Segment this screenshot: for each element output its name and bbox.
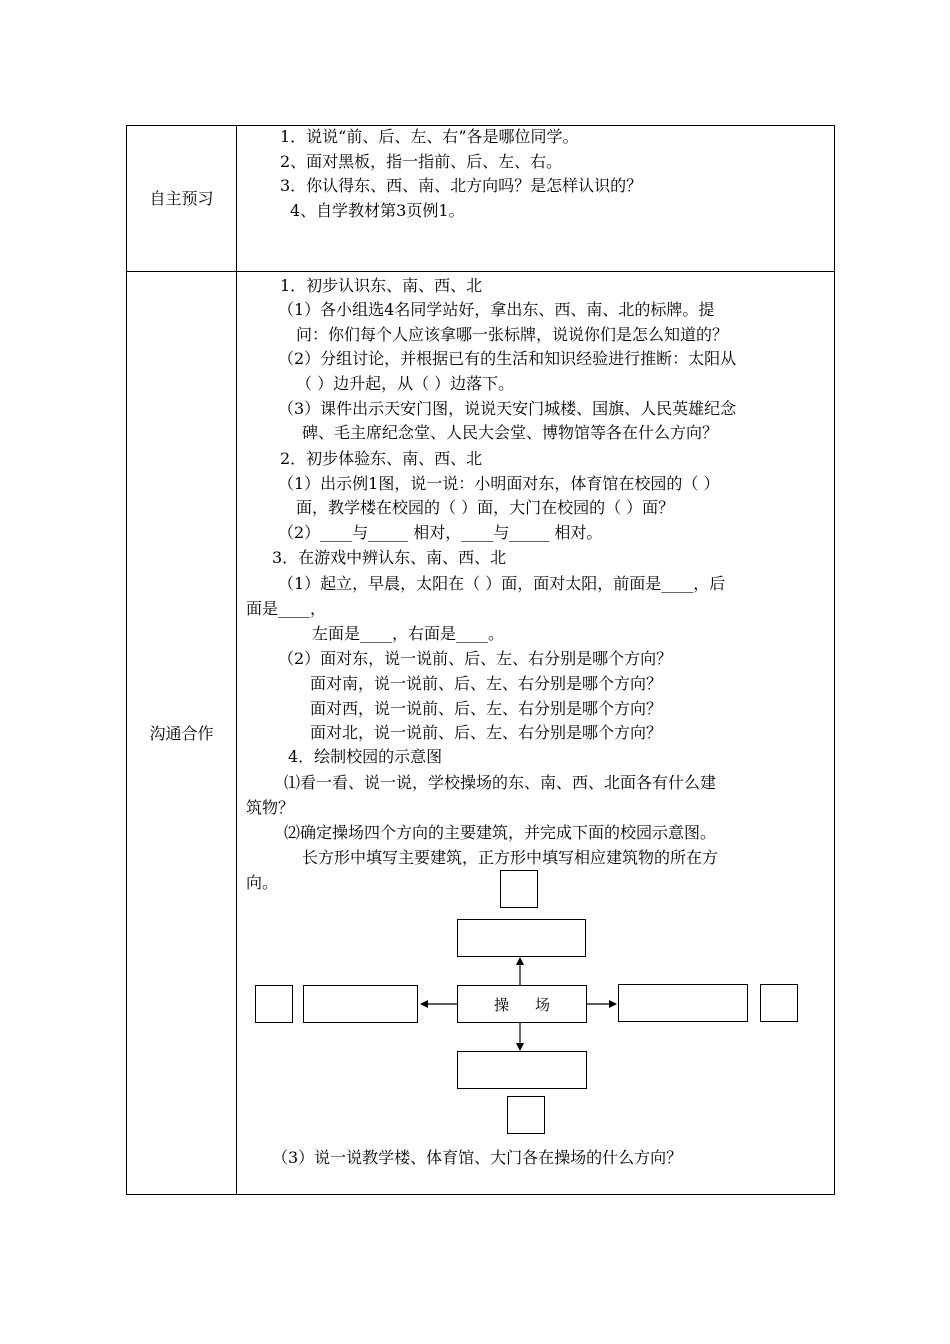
coop-line-25: 向。 xyxy=(246,873,279,892)
coop-line-22: 筑物？ xyxy=(246,798,295,817)
coop-line-6: （3）课件出示天安门图，说说天安门城楼、国旗、人民英雄纪念 xyxy=(278,399,737,418)
coop-line-9: （1）出示例1图，说一说：小明面对东，体育馆在校园的（ ） xyxy=(278,474,720,493)
preview-line-4: 4、自学教材第3页例1。 xyxy=(290,201,465,220)
preview-line-1: 1．说说“前、后、左、右”各是哪位同学。 xyxy=(280,127,579,146)
coop-line-4: （2）分组讨论，并根据已有的生活和知识经验进行推断：太阳从 xyxy=(278,349,737,368)
coop-line-13: （1）起立，早晨，太阳在（ ）面，面对太阳，前面是____，后 xyxy=(278,574,726,593)
preview-line-2: 2、面对黑板，指一指前、后、左、右。 xyxy=(280,152,563,171)
coop-line-18: 面对西，说一说前、后、左、右分别是哪个方向？ xyxy=(310,699,663,718)
coop-line-5: （ ）边升起，从（ ）边落下。 xyxy=(296,374,515,393)
coop-line-12: 3．在游戏中辨认东、南、西、北 xyxy=(272,548,507,567)
coop-line-8: 2．初步体验东、南、西、北 xyxy=(280,449,483,468)
coop-line-21: ⑴看一看、说一说，学校操场的东、南、西、北面各有什么建 xyxy=(284,773,717,792)
coop-line-10: 面，教学楼在校园的（ ）面，大门在校园的（ ）面？ xyxy=(296,498,675,517)
coop-line-1: 1．初步认识东、南、西、北 xyxy=(280,276,483,295)
coop-line-7: 碑、毛主席纪念堂、人民大会堂、博物馆等各在什么方向？ xyxy=(302,423,719,442)
coop-line-17: 面对南，说一说前、后、左、右分别是哪个方向？ xyxy=(310,674,663,693)
coop-line-11: （2）____与_____ 相对，____与_____ 相对。 xyxy=(278,523,603,542)
row-label-preview: 自主预习 xyxy=(149,189,214,208)
coop-line-3: 问：你们每个人应该拿哪一张标牌，说说你们是怎么知道的？ xyxy=(296,325,729,344)
coop-line-14: 面是____， xyxy=(246,599,327,618)
coop-line-24: 长方形中填写主要建筑，正方形中填写相应建筑物的所在方 xyxy=(302,848,719,867)
coop-line-20: 4．绘制校园的示意图 xyxy=(288,747,443,766)
row-label-cooperate: 沟通合作 xyxy=(149,724,214,743)
coop-line-26: （3）说一说教学楼、体育馆、大门各在操场的什么方向？ xyxy=(272,1148,683,1167)
coop-line-16: （2）面对东，说一说前、后、左、右分别是哪个方向？ xyxy=(278,649,673,668)
coop-line-19: 面对北，说一说前、后、左、右分别是哪个方向？ xyxy=(310,723,663,742)
coop-line-15: 左面是____，右面是____。 xyxy=(312,624,505,643)
coop-line-2: （1）各小组选4名同学站好，拿出东、西、南、北的标牌。提 xyxy=(278,300,715,319)
preview-line-3: 3．你认得东、西、南、北方向吗？是怎样认识的？ xyxy=(280,176,643,195)
playground-label: 操场 xyxy=(493,995,576,1014)
coop-line-23: ⑵确定操场四个方向的主要建筑，并完成下面的校园示意图。 xyxy=(284,823,717,842)
